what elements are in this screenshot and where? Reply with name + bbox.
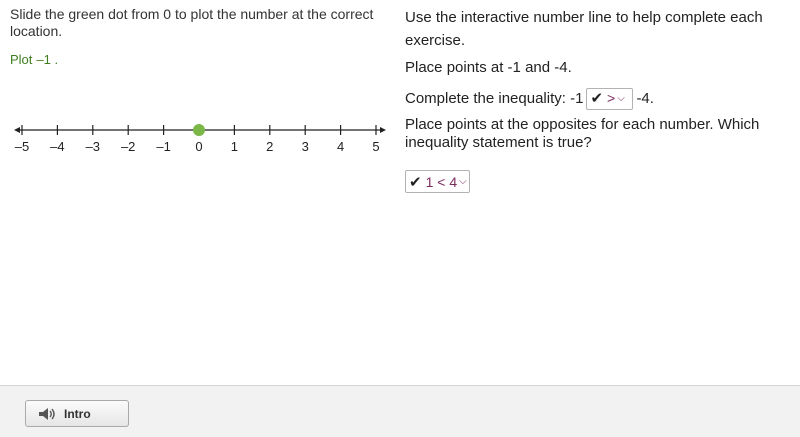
- chevron-down-icon: ⌵: [459, 176, 467, 187]
- inequality-row: [405, 87, 654, 110]
- plot-prompt: [10, 52, 58, 67]
- tick-label: –3: [85, 139, 101, 154]
- tick-label: 5: [372, 139, 380, 154]
- number-line[interactable]: [14, 118, 386, 158]
- opposites-question: Place points at the opposites for each number. Which inequality statement is true?: [405, 116, 760, 151]
- exercise-intro-text: Use the interactive number line to help complete each exercise.: [405, 9, 763, 49]
- left-arrow-icon: [14, 127, 20, 133]
- tick-label: 0: [195, 139, 203, 154]
- right-panel: [404, 0, 796, 385]
- intro-button[interactable]: [25, 400, 129, 427]
- chevron-down-icon: ⌵: [617, 93, 625, 104]
- tick-label: 4: [336, 139, 345, 154]
- inequality-dropdown[interactable]: [586, 88, 633, 110]
- tick-label: 2: [266, 139, 274, 154]
- tick-label: –5: [14, 139, 30, 154]
- footer-bar: [0, 385, 800, 437]
- right-arrow-icon: [380, 127, 386, 133]
- plot-prompt-label: Plot: [10, 52, 33, 67]
- intro-button-label: Intro: [64, 406, 91, 421]
- tick-label: 3: [301, 139, 309, 154]
- inequality-dropdown-value: >: [607, 90, 616, 106]
- check-icon: ✔: [409, 173, 422, 191]
- plot-prompt-value: –1 .: [36, 52, 59, 67]
- speaker-icon: [38, 407, 56, 421]
- place-points-text: Place points at -1 and -4.: [405, 59, 572, 76]
- statement-dropdown[interactable]: [405, 170, 470, 193]
- tick-label: 1: [230, 139, 239, 154]
- inequality-suffix: -4.: [636, 90, 654, 107]
- tick-label: –2: [120, 139, 136, 154]
- statement-dropdown-value: 1 < 4: [425, 173, 458, 190]
- left-panel: [0, 0, 392, 385]
- check-icon: ✔: [590, 90, 604, 107]
- inequality-prefix: Complete the inequality: -1: [405, 90, 584, 107]
- tick-label: –4: [50, 139, 65, 154]
- instructions-text: Slide the green dot from 0 to plot the number at the correct location.: [10, 6, 374, 39]
- draggable-green-dot[interactable]: [193, 124, 205, 136]
- tick-label: –1: [156, 139, 171, 154]
